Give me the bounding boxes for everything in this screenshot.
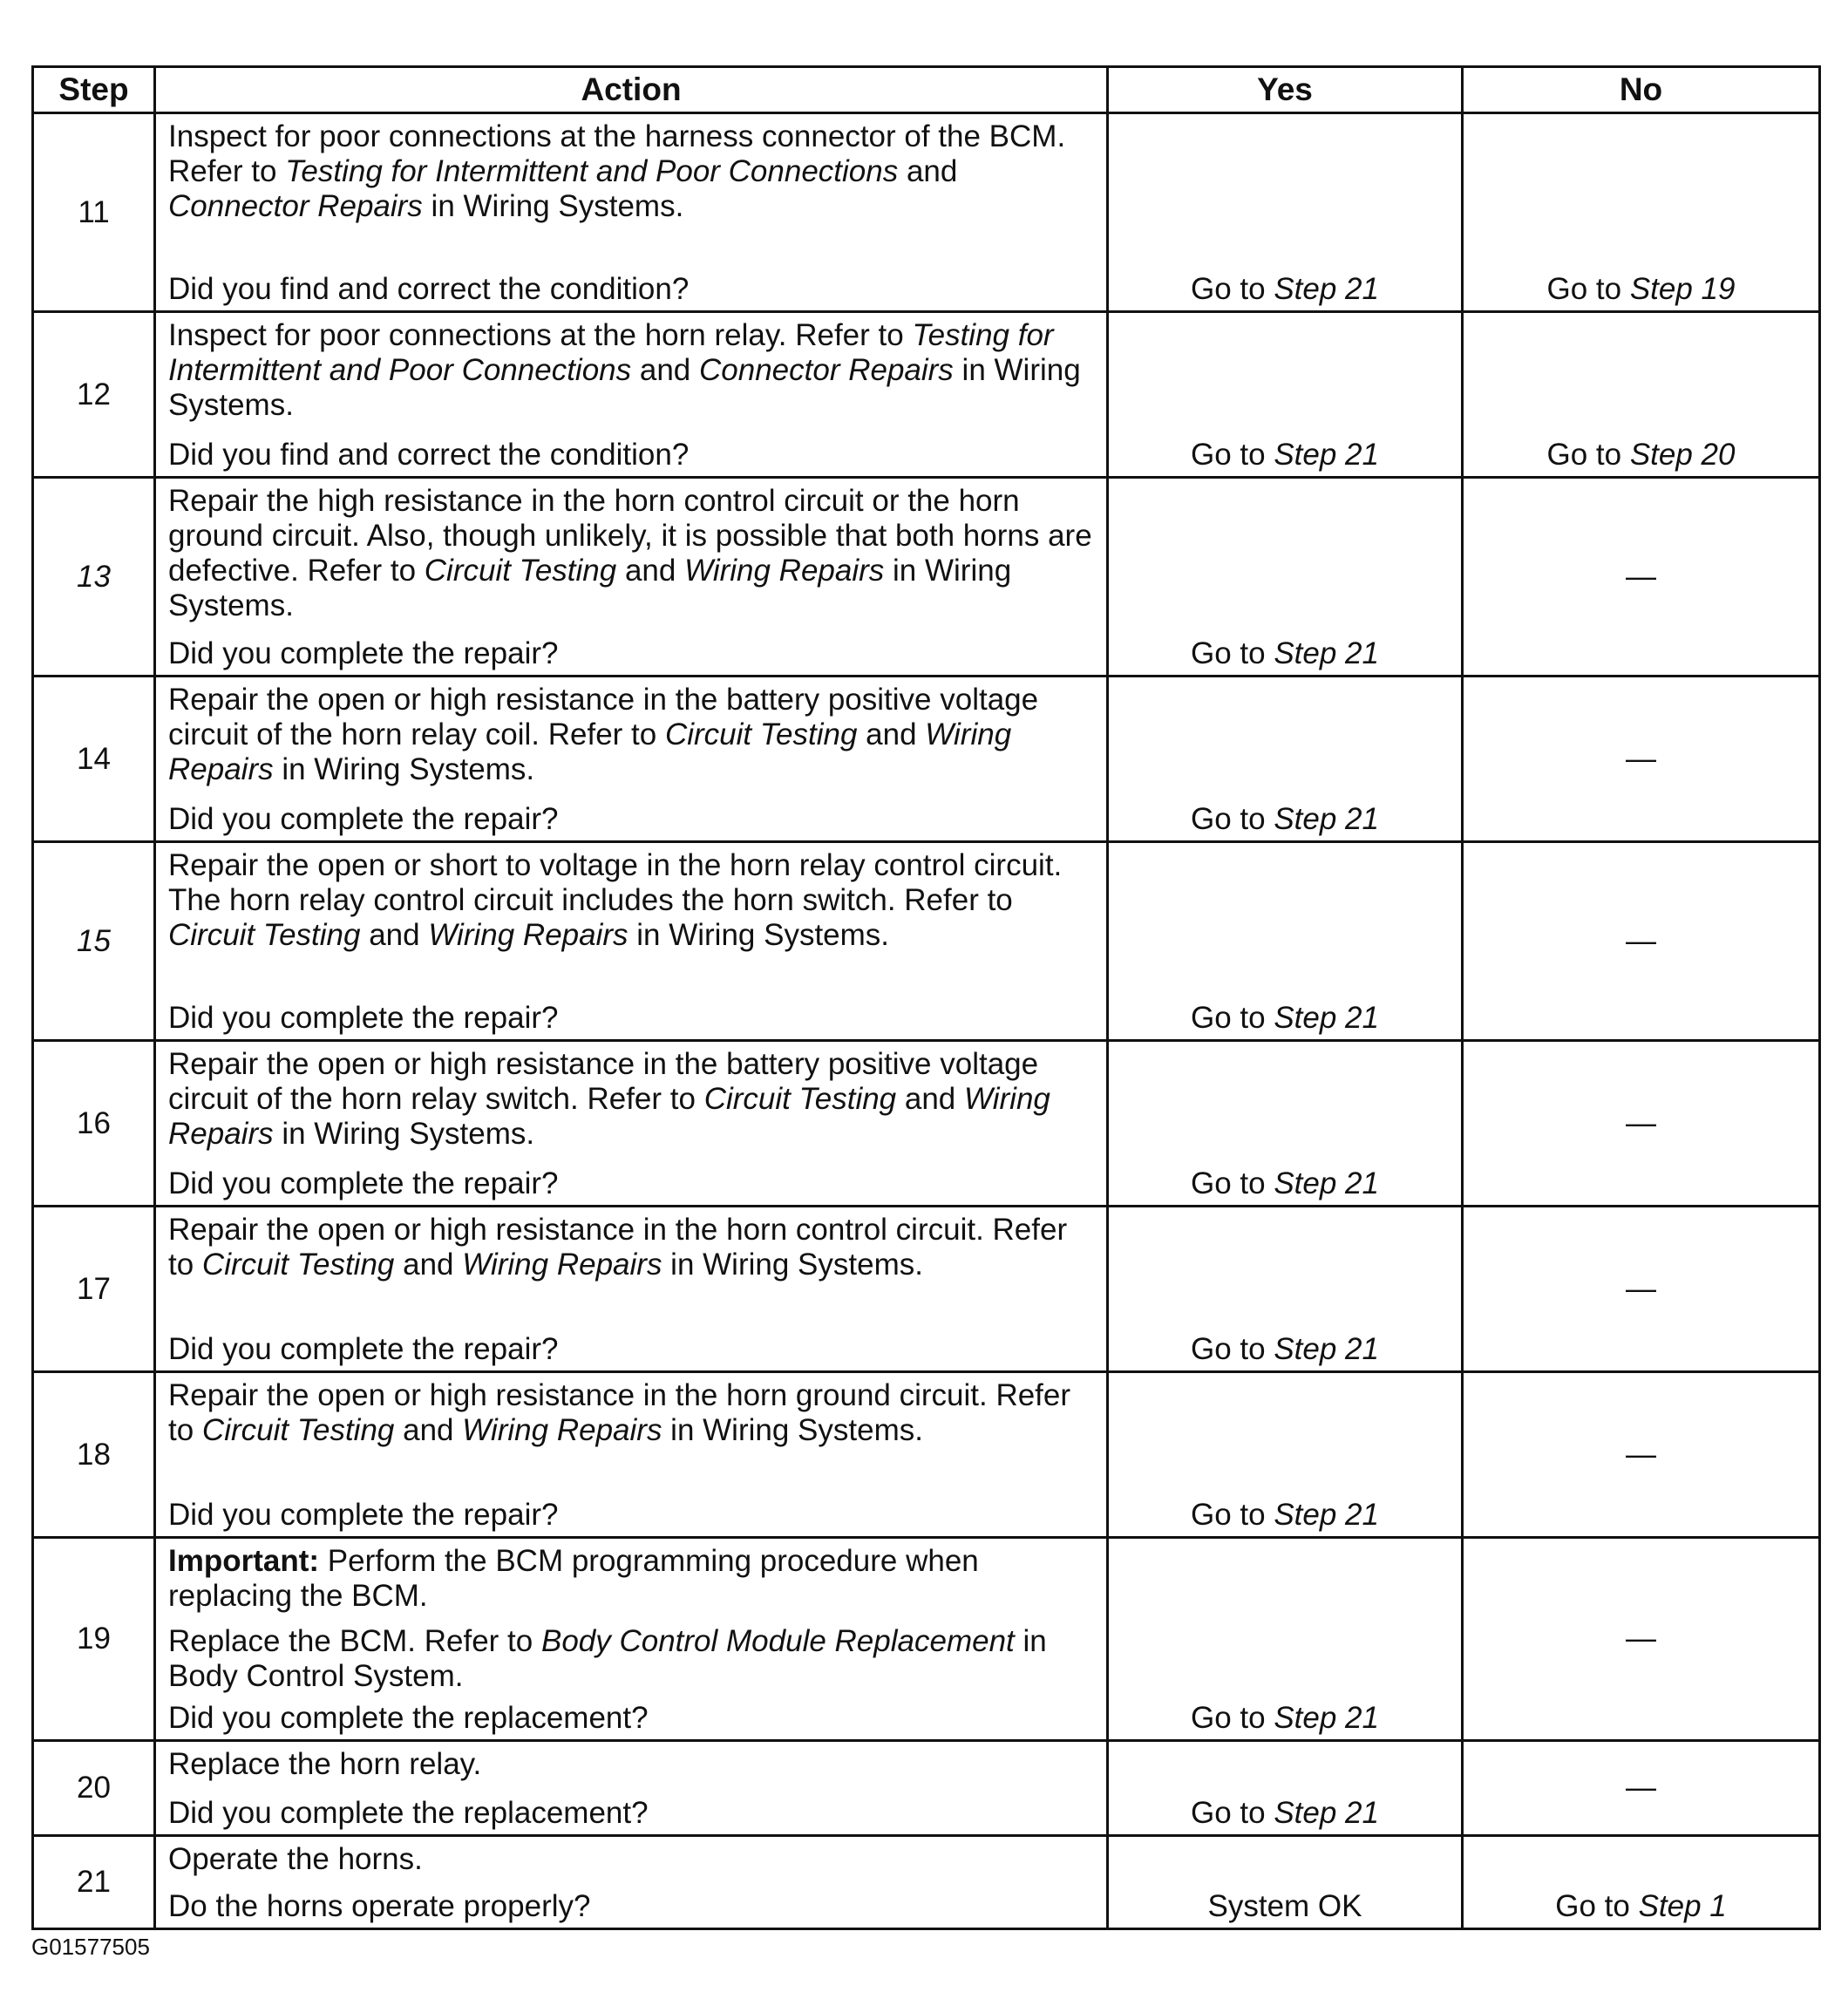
action-question: Did you complete the repair?: [168, 1001, 559, 1035]
action-question: Did you complete the repair?: [168, 636, 559, 670]
important-label: Important:: [168, 1544, 320, 1578]
action-text: [168, 1378, 1097, 1448]
yes-cell: [1108, 842, 1463, 1041]
action-text-segment: in Wiring Systems.: [273, 1117, 535, 1151]
table-row: [33, 113, 1820, 312]
action-text-segment: and: [898, 154, 958, 188]
goto-label: Go to: [1191, 1701, 1274, 1735]
action-text-segment: Operate the horns.: [168, 1842, 423, 1876]
table-body: [33, 113, 1820, 1929]
action-text: [168, 1047, 1097, 1152]
action-text-segment: Inspect for poor connections at the harness connector of the BCM. Refer to: [168, 119, 1066, 188]
yes-cell: [1108, 1741, 1463, 1836]
table-row: [33, 312, 1820, 478]
action-question: Did you complete the repair?: [168, 1166, 559, 1200]
reference-title: Wiring Repairs: [462, 1248, 662, 1282]
reference-title: Wiring Repairs: [684, 554, 885, 588]
action-cell: [155, 1836, 1108, 1929]
no-cell: [1463, 1041, 1820, 1207]
action-cell: [155, 1372, 1108, 1538]
action-text-segment: in Wiring Systems.: [628, 918, 890, 952]
yes-cell: [1108, 478, 1463, 677]
action-cell: [155, 1538, 1108, 1741]
no-cell: [1463, 1538, 1820, 1741]
header-action: Action: [155, 67, 1108, 113]
no-result-dash: —: [1626, 1105, 1656, 1140]
no-cell: [1463, 842, 1820, 1041]
action-text-segment: Repair the high resistance in the horn control circuit or the horn ground circuit. Also, though unlikely, it is possible that both horns are defective. Refer to: [168, 484, 1092, 588]
yes-cell: [1108, 1836, 1463, 1929]
goto-step: Step 20: [1629, 438, 1736, 472]
header-step: Step: [33, 67, 155, 113]
table-row: [33, 842, 1820, 1041]
action-text-segment: Repair the open or high resistance in the horn ground circuit. Refer to: [168, 1378, 1071, 1447]
no-cell: [1463, 478, 1820, 677]
goto-label: Go to: [1191, 272, 1274, 306]
step-number: 21: [33, 1836, 155, 1929]
yes-cell: [1108, 312, 1463, 478]
no-result-dash: —: [1626, 741, 1656, 776]
yes-cell: [1108, 113, 1463, 312]
goto-label: Go to: [1546, 438, 1630, 472]
yes-cell: [1108, 677, 1463, 842]
table-row: [33, 478, 1820, 677]
action-question: Did you find and correct the condition?: [168, 438, 690, 472]
no-result-dash: —: [1626, 1437, 1656, 1472]
table-row: [33, 1041, 1820, 1207]
no-result-dash: —: [1626, 559, 1656, 594]
step-number: 20: [33, 1741, 155, 1836]
action-text-segment: and: [394, 1248, 463, 1282]
action-text-segment: and: [616, 554, 685, 588]
action-text-segment: in Body Control System.: [168, 1624, 1047, 1693]
table-row: [33, 1372, 1820, 1538]
no-result-dash: —: [1626, 923, 1656, 958]
action-cell: [155, 312, 1108, 478]
goto-step: Step 21: [1274, 438, 1379, 472]
action-cell: [155, 1207, 1108, 1372]
step-number: 16: [33, 1041, 155, 1207]
action-cell: [155, 1741, 1108, 1836]
important-note: [168, 1544, 1097, 1614]
step-number: 11: [33, 113, 155, 312]
action-text-segment: in Wiring Systems.: [422, 189, 684, 223]
action-text: [168, 318, 1097, 423]
reference-title: Connector Repairs: [699, 353, 954, 387]
reference-title: Wiring Repairs: [168, 717, 1012, 786]
reference-title: Circuit Testing: [424, 554, 617, 588]
no-cell: [1463, 1207, 1820, 1372]
action-text: [168, 1213, 1097, 1282]
action-text-segment: and: [631, 353, 699, 387]
reference-title: Circuit Testing: [664, 717, 858, 751]
action-text: [168, 683, 1097, 787]
reference-title: Circuit Testing: [703, 1082, 897, 1116]
goto-step: Step 21: [1274, 1796, 1379, 1830]
yes-cell: [1108, 1207, 1463, 1372]
goto-step: Step 19: [1629, 272, 1736, 306]
goto-label: Go to: [1555, 1889, 1639, 1923]
action-text-segment: in Wiring Systems.: [662, 1248, 923, 1282]
no-cell: [1463, 677, 1820, 842]
reference-title: Connector Repairs: [168, 189, 423, 223]
yes-cell: [1108, 1538, 1463, 1741]
step-number: 14: [33, 677, 155, 842]
reference-title: Circuit Testing: [201, 1248, 395, 1282]
action-text: [168, 1747, 1097, 1782]
no-cell: [1463, 1372, 1820, 1538]
action-text: [168, 1624, 1097, 1694]
action-text-segment: and: [896, 1082, 965, 1116]
action-text-segment: in Wiring Systems.: [273, 752, 535, 786]
goto-step: Step 21: [1274, 636, 1379, 670]
goto-label: Go to: [1546, 272, 1630, 306]
action-question: Do the horns operate properly?: [168, 1889, 591, 1923]
reference-title: Circuit Testing: [168, 918, 361, 952]
reference-title: Wiring Repairs: [428, 918, 628, 952]
goto-label: Go to: [1191, 1332, 1274, 1366]
action-text-segment: Repair the open or high resistance in the battery positive voltage circuit of the horn relay coil. Refer to: [168, 683, 1039, 751]
figure-id: G01577505: [31, 1934, 150, 1960]
goto-step: Step 21: [1274, 1701, 1379, 1735]
action-text-segment: and: [360, 918, 429, 952]
goto-label: Go to: [1191, 1166, 1274, 1200]
goto-step: Step 21: [1274, 1166, 1379, 1200]
action-text-segment: and: [857, 717, 926, 751]
action-text-segment: Inspect for poor connections at the horn relay. Refer to: [168, 318, 913, 352]
action-text-segment: in Wiring Systems.: [662, 1413, 923, 1447]
action-cell: [155, 842, 1108, 1041]
action-text-segment: in Wiring Systems.: [168, 353, 1081, 422]
header-yes: Yes: [1108, 67, 1463, 113]
reference-title: Testing for Intermittent and Poor Connections: [285, 154, 899, 188]
action-question: Did you complete the replacement?: [168, 1796, 649, 1830]
action-text: [168, 848, 1097, 953]
step-number: 19: [33, 1538, 155, 1741]
table-row: [33, 1538, 1820, 1741]
goto-step: Step 21: [1274, 802, 1379, 836]
action-text-segment: Repair the open or high resistance in the horn control circuit. Refer to: [168, 1213, 1068, 1282]
reference-title: Circuit Testing: [201, 1413, 395, 1447]
table-row: [33, 1207, 1820, 1372]
action-text-segment: and: [394, 1413, 463, 1447]
step-number: 15: [33, 842, 155, 1041]
goto-label: Go to: [1191, 1001, 1274, 1035]
no-result-dash: —: [1626, 1622, 1656, 1656]
diagnostic-table: [31, 65, 1821, 1930]
step-number: 12: [33, 312, 155, 478]
action-text-segment: Repair the open or high resistance in the battery positive voltage circuit of the horn relay switch. Refer to: [168, 1047, 1039, 1116]
action-text-segment: Repair the open or short to voltage in the horn relay control circuit. The horn relay control circuit includes the horn switch. Refer to: [168, 848, 1063, 917]
action-text-segment: in Wiring Systems.: [168, 554, 1012, 622]
goto-step: Step 21: [1274, 272, 1379, 306]
goto-label: Go to: [1191, 802, 1274, 836]
step-number: 17: [33, 1207, 155, 1372]
action-cell: [155, 1041, 1108, 1207]
no-cell: [1463, 312, 1820, 478]
goto-step: Step 21: [1274, 1001, 1379, 1035]
no-result-dash: —: [1626, 1271, 1656, 1306]
important-text: Perform the BCM programming procedure when replacing the BCM.: [168, 1544, 979, 1613]
action-cell: [155, 677, 1108, 842]
action-cell: [155, 113, 1108, 312]
action-question: Did you complete the replacement?: [168, 1701, 649, 1735]
goto-step: Step 21: [1274, 1498, 1379, 1532]
no-cell: [1463, 1836, 1820, 1929]
step-number: 18: [33, 1372, 155, 1538]
table-row: [33, 1741, 1820, 1836]
action-text-segment: Replace the BCM. Refer to: [168, 1624, 541, 1658]
no-cell: [1463, 113, 1820, 312]
reference-title: Wiring Repairs: [168, 1082, 1050, 1151]
action-question: Did you find and correct the condition?: [168, 272, 690, 306]
header-no: No: [1463, 67, 1820, 113]
action-text: [168, 1842, 1097, 1877]
reference-title: Wiring Repairs: [462, 1413, 662, 1447]
action-text-segment: Replace the horn relay.: [168, 1747, 482, 1781]
no-cell: [1463, 1741, 1820, 1836]
result-text: System OK: [1207, 1889, 1362, 1923]
goto-step: Step 21: [1274, 1332, 1379, 1366]
action-question: Did you complete the repair?: [168, 802, 559, 836]
goto-label: Go to: [1191, 636, 1274, 670]
action-question: Did you complete the repair?: [168, 1332, 559, 1366]
header-row: [33, 67, 1820, 113]
action-text: [168, 484, 1097, 623]
table-row: [33, 1836, 1820, 1929]
yes-cell: [1108, 1041, 1463, 1207]
action-question: Did you complete the repair?: [168, 1498, 559, 1532]
reference-title: Testing for Intermittent and Poor Connections: [168, 318, 1054, 387]
action-text: [168, 119, 1097, 224]
step-number: 13: [33, 478, 155, 677]
table-row: [33, 677, 1820, 842]
goto-label: Go to: [1191, 1498, 1274, 1532]
action-cell: [155, 478, 1108, 677]
reference-title: Body Control Module Replacement: [540, 1624, 1015, 1658]
yes-cell: [1108, 1372, 1463, 1538]
goto-label: Go to: [1191, 1796, 1274, 1830]
no-result-dash: —: [1626, 1771, 1656, 1805]
goto-step: Step 1: [1638, 1889, 1727, 1923]
goto-label: Go to: [1191, 438, 1274, 472]
